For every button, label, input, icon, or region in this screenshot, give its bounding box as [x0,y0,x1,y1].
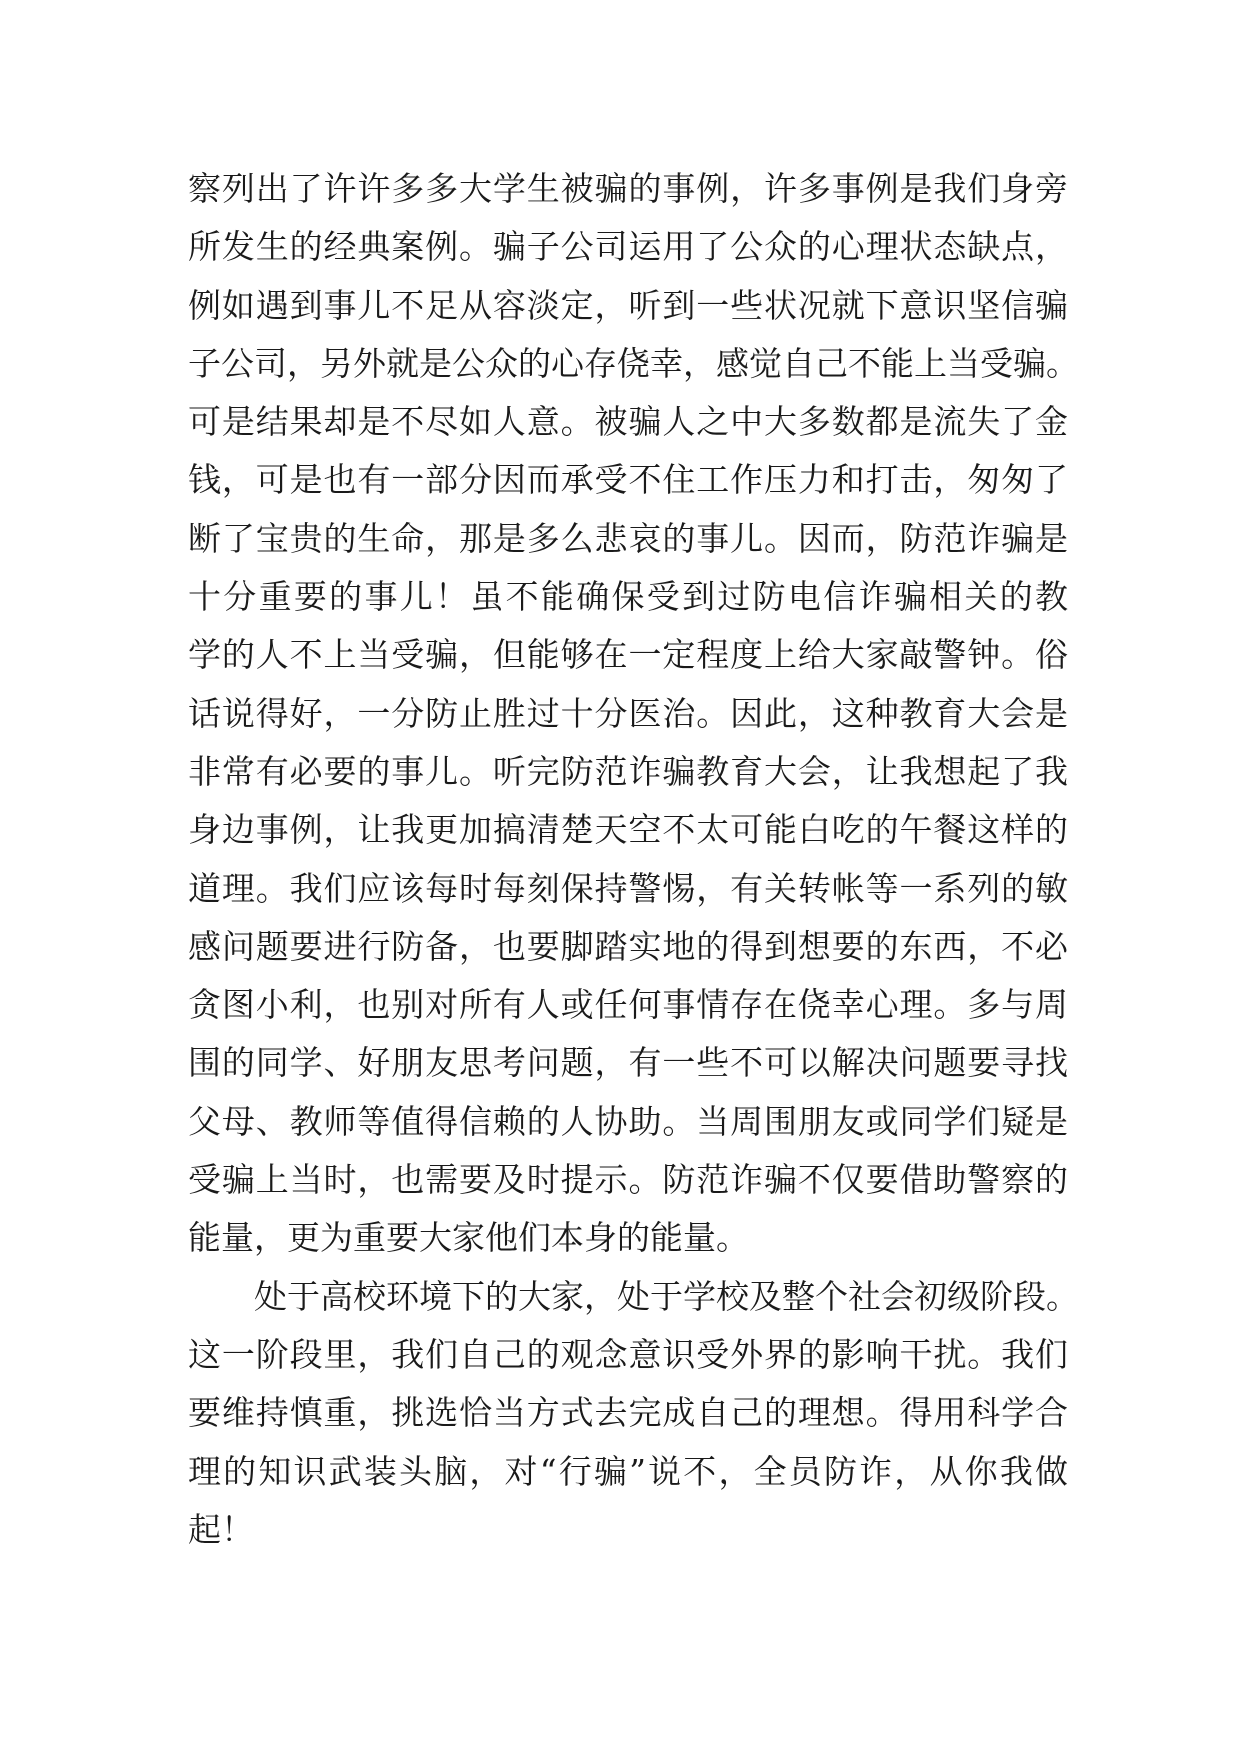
text-line: 身边事例，让我更加搞清楚天空不太可能白吃的午餐这样的 [188,810,1068,850]
text-line: 钱，可是也有一部分因而承受不住工作压力和打击，匆匆了 [188,460,1068,500]
text-line: 十分重要的事儿！虽不能确保受到过防电信诈骗相关的教 [188,577,1068,617]
text-line: 所发生的经典案例。骗子公司运用了公众的心理状态缺点， [188,227,1068,267]
body-text [188,160,1079,1559]
text-line: 起！ [188,1509,254,1549]
text-line: 察列出了许许多多大学生被骗的事例，许多事例是我们身旁 [188,169,1068,208]
text-line: 能量，更为重要大家他们本身的能量。 [188,1218,749,1258]
text-line: 话说得好，一分防止胜过十分医治。因此，这种教育大会是 [188,693,1068,733]
text-line: 断了宝贵的生命，那是多么悲哀的事儿。因而，防范诈骗是 [188,518,1068,558]
text-line: 子公司，另外就是公众的心存侥幸，感觉自己不能上当受骗。 [188,343,1079,383]
text-line: 处于高校环境下的大家，处于学校及整个社会初级阶段。 [254,1276,1079,1316]
text-line: 理的知识武装头脑，对“行骗”说不，全员防诈，从你我做 [188,1451,1068,1491]
text-line: 围的同学、好朋友思考问题，有一些不可以解决问题要寻找 [188,1043,1068,1083]
text-line: 受骗上当时，也需要及时提示。防范诈骗不仅要借助警察的 [188,1160,1068,1200]
paragraph-1 [188,160,1079,1268]
text-line: 可是结果却是不尽如人意。被骗人之中大多数都是流失了金 [188,402,1068,442]
text-line: 例如遇到事儿不足从容淡定，听到一些状况就下意识坚信骗 [188,285,1068,325]
paragraph-2 [188,1268,1079,1559]
text-line: 贪图小利，也别对所有人或任何事情存在侥幸心理。多与周 [188,985,1068,1025]
text-line: 父母、教师等值得信赖的人协助。当周围朋友或同学们疑是 [188,1101,1068,1141]
text-line: 学的人不上当受骗，但能够在一定程度上给大家敲警钟。俗 [188,635,1068,675]
text-line: 道理。我们应该每时每刻保持警惕，有关转帐等一系列的敏 [188,868,1068,908]
text-line: 这一阶段里，我们自己的观念意识受外界的影响干扰。我们 [188,1334,1068,1374]
text-line: 非常有必要的事儿。听完防范诈骗教育大会，让我想起了我 [188,751,1068,791]
text-line: 感问题要进行防备，也要脚踏实地的得到想要的东西，不必 [188,926,1068,966]
text-line: 要维持慎重，挑选恰当方式去完成自己的理想。得用科学合 [188,1393,1068,1433]
